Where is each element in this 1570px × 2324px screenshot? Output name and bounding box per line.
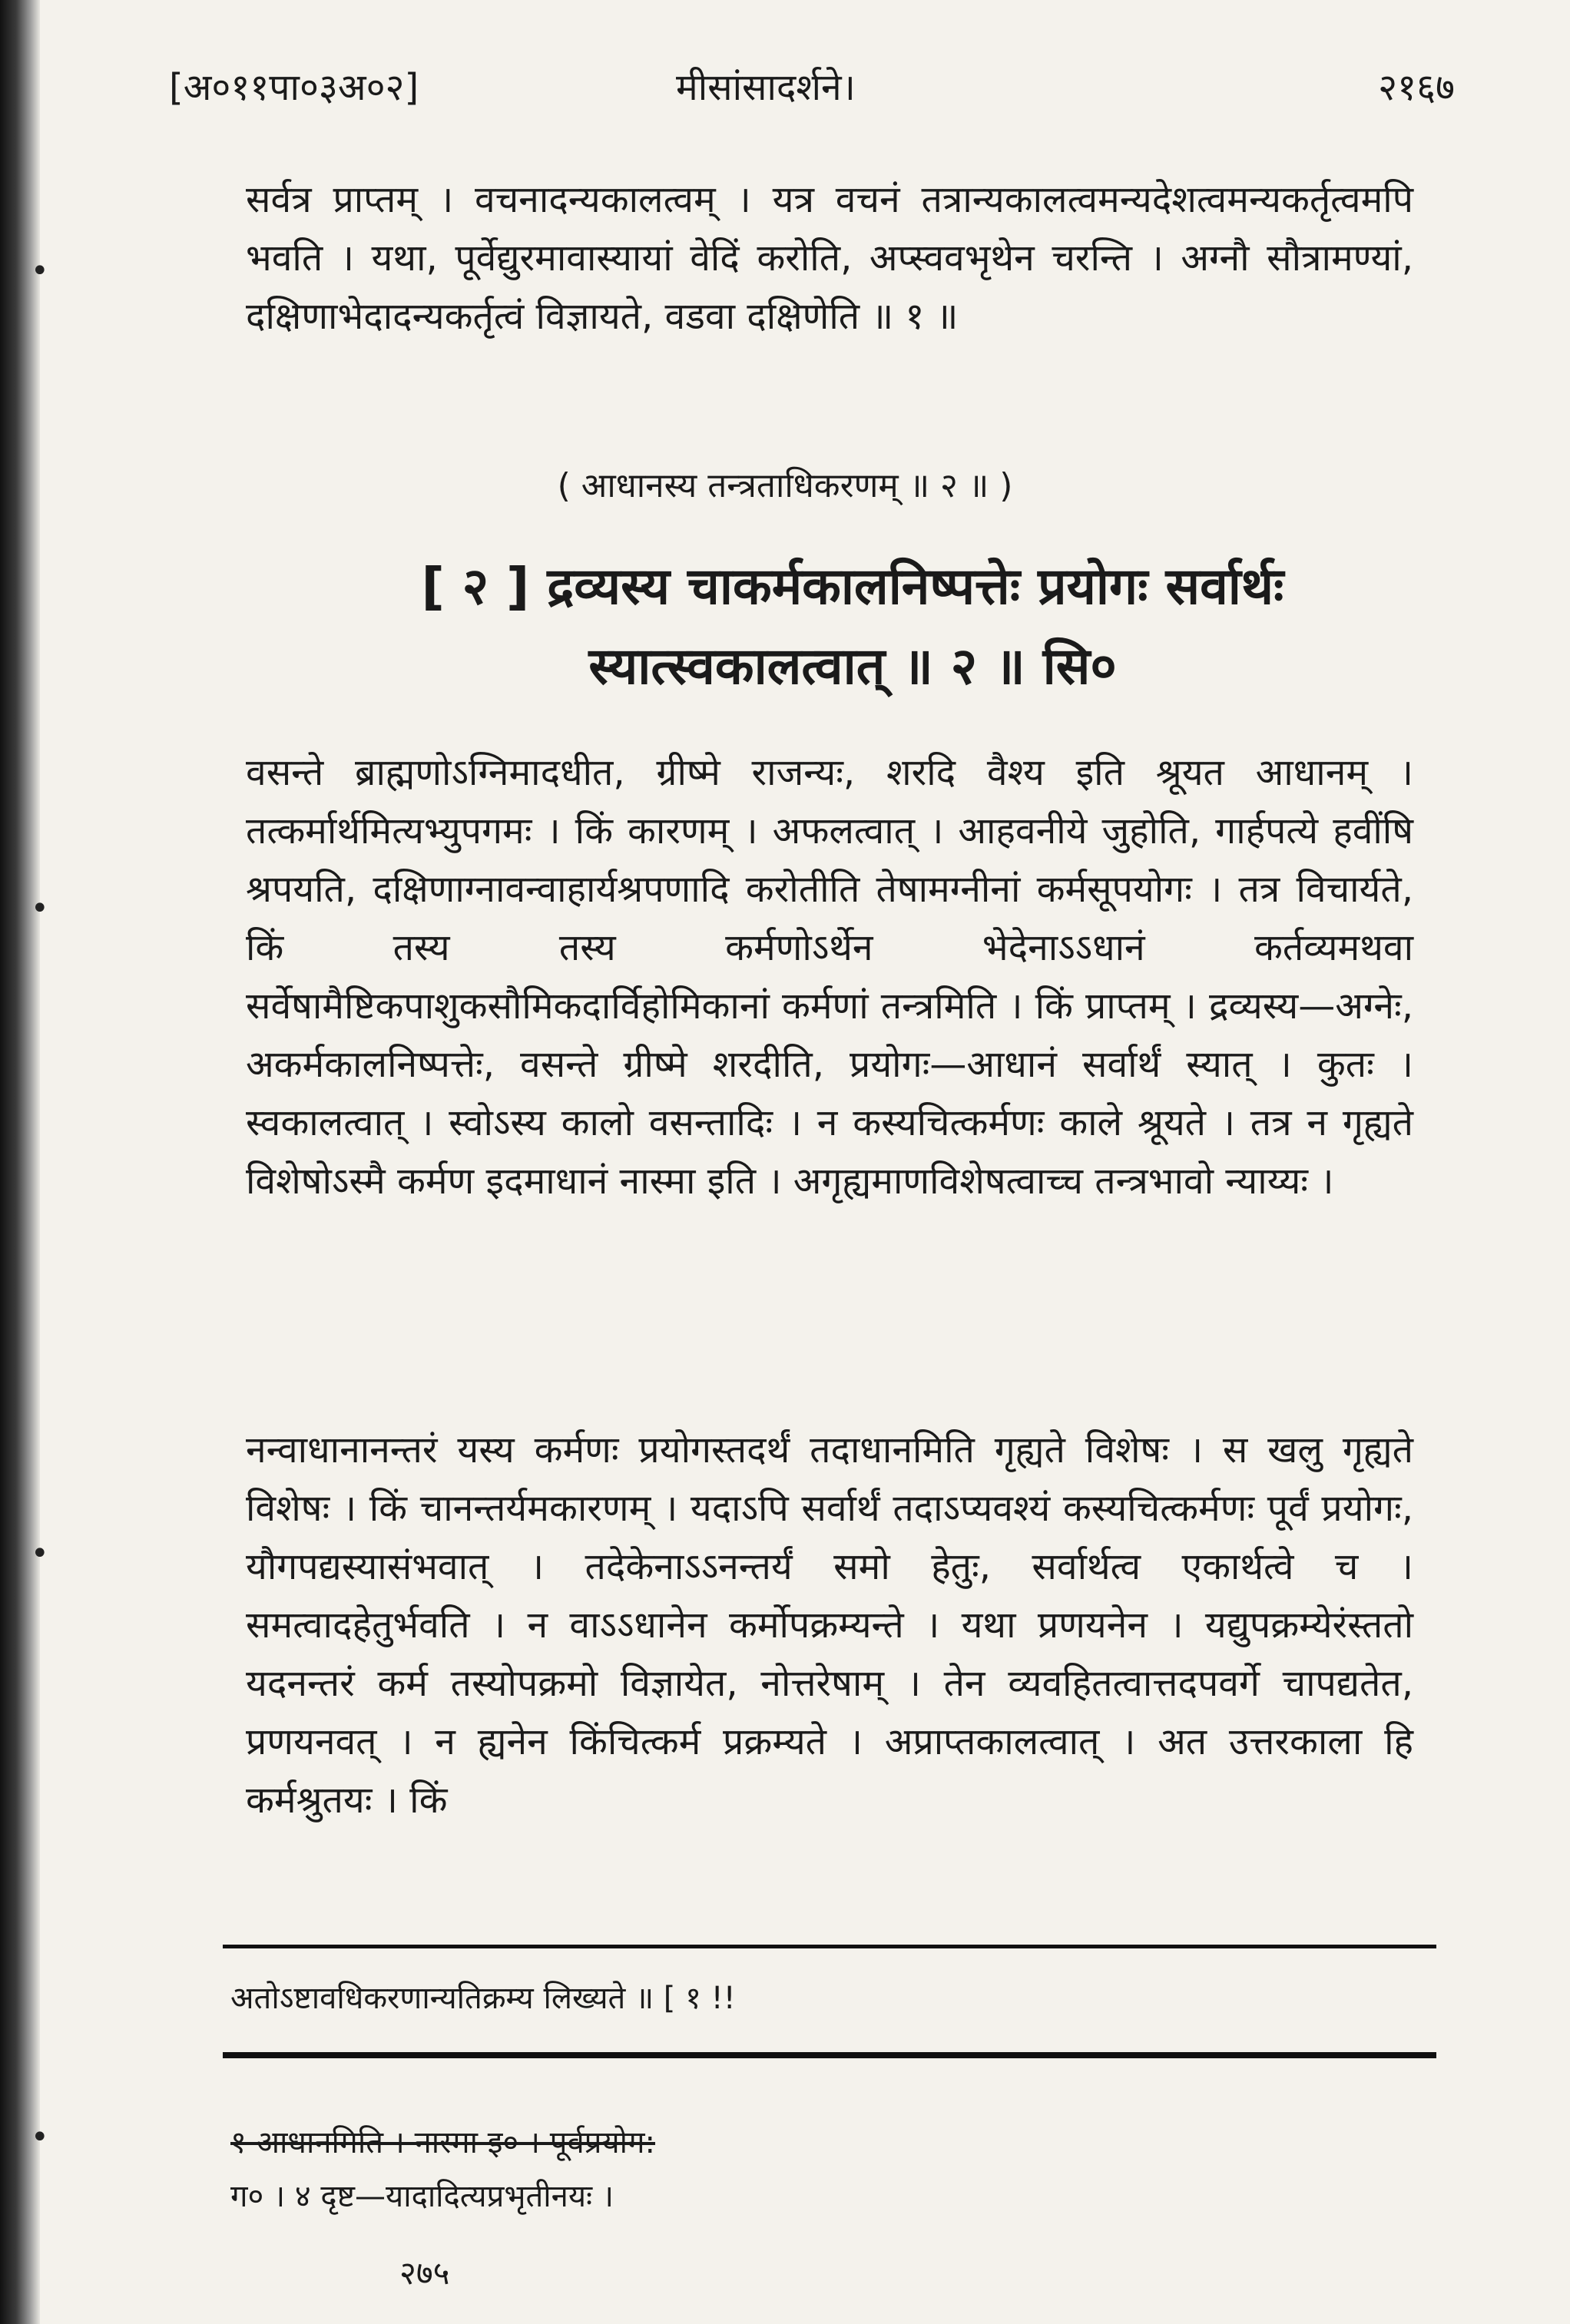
- margin-mark: •: [31, 253, 49, 289]
- footnote-2: १ आधानमिति । नास्मा इ० । पूर्वप्रयोग:: [230, 2125, 656, 2160]
- sutra-number: [ २ ]: [421, 557, 530, 616]
- running-header: [169, 61, 1455, 115]
- footnote-3: ग० । ४ दृष्ट—यादादित्यप्रभृतीनयः ।: [230, 2179, 614, 2214]
- sutra-text-1: द्रव्यस्य चाकर्मकालनिष्पत्तेः प्रयोगः सर्वार्थः: [547, 557, 1284, 616]
- header-page-number: २१६७: [1378, 66, 1455, 109]
- sutra-line-1: [292, 547, 1413, 627]
- chapter-reference: [अ०११पा०३अ०२]: [169, 66, 419, 109]
- footnote-1: अतोऽष्टावधिकरणान्यतिक्रम्य लिख्यते ॥ [ १ !!: [230, 1981, 736, 2016]
- footnote-separator: [223, 1945, 1436, 1948]
- margin-mark: •: [31, 1536, 49, 1571]
- section-title: ( आधानस्य तन्त्रताधिकरणम् ॥ २ ॥ ): [557, 466, 1013, 505]
- page-number: २७५: [399, 2254, 450, 2292]
- paragraph-1: सर्वत्र प्राप्तम् । वचनादन्यकालत्वम् । यत्र वचनं तत्रान्यकालत्वमन्यदेशत्वमन्यकर्तृत्वमपि भवति । यथा, पूर्वेद्युरमावास्यायां वेदिं करोति, अप्स्ववभृथेन चरन्ति । अग्नौ सौत्रामण्यां, दक्षिणाभेदादन्यकर्तृत्वं विज्ञायते, वडवा दक्षिणेति ॥ १ ॥: [246, 178, 1413, 338]
- margin-mark: •: [31, 891, 49, 926]
- paragraph-2: वसन्ते ब्राह्मणोऽग्निमादधीत, ग्रीष्मे राजन्यः, शरदि वैश्य इति श्रूयत आधानम् । तत्कर्मार्थमित्यभ्युपगमः । किं कारणम् । अफलत्वात् । आहवनीये जुहोति, गार्हपत्ये हवींषि श्रपयति, दक्षिणाग्नावन्वाहार्यश्रपणादि करोतीति तेषामग्नीनां कर्मसूपयोगः । तत्र विचार्यते, किं तस्य तस्य कर्मणोऽर्थेन भेदेनाऽऽधानं कर्तव्यमथवा सर्वेषामैष्टिकपाशुकसौमिकदार्विहोमिकानां कर्मणां तन्त्रमिति । किं प्राप्तम् । द्रव्यस्य—अग्नेः, अकर्मकालनिष्पत्तेः, वसन्ते ग्रीष्मे शरदीति, प्रयोगः—आधानं सर्वार्थं स्यात् । कुतः । स्वकालत्वात् । स्वोऽस्य कालो वसन्तादिः । न कस्यचित्कर्मणः काले श्रूयते । तत्र न गृह्यते विशेषोऽस्मै कर्मण इदमाधानं नास्मा इति । अगृह्यमाणविशेषत्वाच्च तन्त्रभावो न्याय्यः ।: [246, 751, 1413, 1203]
- book-title: मीसांसादर्शने।: [676, 66, 856, 109]
- paragraph-3: नन्वाधानानन्तरं यस्य कर्मणः प्रयोगस्तदर्थं तदाधानमिति गृह्यते विशेषः । स खलु गृह्यते विशेषः । किं चानन्तर्यमकारणम् । यदाऽपि सर्वार्थं तदाऽप्यवश्यं कस्यचित्कर्मणः पूर्वं प्रयोगः, यौगपद्यस्यासंभवात् । तदेकेनाऽऽनन्तर्यं समो हेतुः, सर्वार्थत्व एकार्थत्वे च । समत्वादहेतुर्भवति । न वाऽऽधानेन कर्मोपक्रम्यन्ते । यथा प्रणयनेन । यद्युपक्रम्येरंस्ततो यदनन्तरं कर्म तस्योपक्रमो विज्ञायेत, नोत्तरेषाम् । तेन व्यवहितत्वात्तदपवर्गे चापद्यतेत, प्रणयनवत् । न ह्यनेन किंचित्कर्म प्रक्रम्यते । अप्राप्तकालत्वात् । अत उत्तरकाला हि कर्मश्रुतयः । किं: [246, 1428, 1413, 1822]
- margin-mark: •: [31, 2120, 49, 2155]
- book-binding-shadow: [0, 0, 40, 2324]
- footnote-separator-thick: [223, 2052, 1436, 2058]
- sutra-line-2: स्यात्स्वकालत्वात् ॥ २ ॥ सि०: [588, 637, 1117, 696]
